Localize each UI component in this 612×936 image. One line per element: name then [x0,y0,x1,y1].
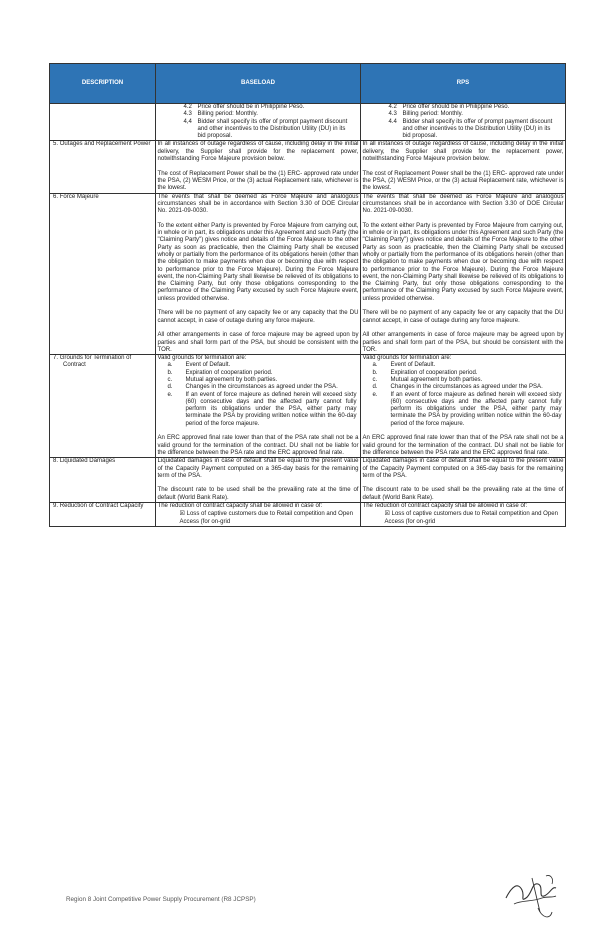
list-item: 4.3 Billing period: Monthly. [388,111,463,118]
desc-cell-empty [50,104,156,141]
page-footer: Region 8 Joint Competitive Power Supply Procurement (R8 JCPSP) [66,896,256,903]
rps-cell-outages: In all instances of outage regardless of cause, including delay in the initial delivery, the Supplier shall provide for the replacement power, notwithstanding Force Majeure provision below. The cost of Replacement Power shall be the (1) ERC- approved rate under the PSA, (2) WESM Price, or the (3) actual Replacement rate, whichever is the lowest. [362,141,564,192]
rps-cell-price [361,104,566,141]
rps-cell-termination: Valid grounds for termination are: a. Event of Default. b. Expiration of cooperation period. c. Mutual agreement by both parties. d. Changes in the circumstances as agreed under the PSA. e. If an event of force majeure as defined herein will exceed sixty (60) consecutive days and the affected party cannot fully perform its obligations under the PSA, either party may terminate the PSA by providing written notice within the 60-day period of the force majeure. An ERC approved final rate lower than that of the PSA rate shall not be a valid ground for the termination of the contract. DU shall not be liable for the difference between the PSA rate and the ERC approved final rate. [362,355,564,456]
list-item: 4.2 Price offer should be in Philippine Peso. [183,104,305,110]
list-item: e. If an event of force majeure as defined herein will exceed sixty (60) consecutive days and the affected party cannot fully perform its obligations under the PSA, either party may terminate the PSA by providing written notice within the 60-day period of the force majeure. [372,391,562,427]
list-item: 4.4 Bidder shall specify its offer of prompt payment discount and other incentives to the Distribution Utility (DU) in its bid proposal. [388,118,553,140]
list-item: d. Changes in the circumstances as agreed under the PSA. [372,384,543,391]
baseload-cell-force-majeure: The events that shall be deemed as Force Majeure and analogous circumstances shall be in accordance with Section 3.30 of DOE Circular No. 2021-09-0030. To the extent either Party is prevented by Force Majeure from carrying out, in whole or in part, its obligations under this Agreement and such Party (the "Claiming Party") gives notice and details of the Force Majeure to the other Party as soon as practicable, then the Claiming Party shall be excused wholly or partially from the performance of its obligations herein (other than the obligation to make payments when due or becoming due with respect to performance prior to the Force Majeure). During the Force Majeure event, the non-Claiming Party shall likewise be relieved of its obligations to the Claiming Party, but only those obligations corresponding to the performance of the Claiming Party excused by such Force Majeure event, unless provided otherwise. There will be no payment of any capacity fee or any capacity that the DU cannot accept, in case of outage during any force majeure. All other arrangements in case of force majeure may be agreed upon by parties and shall form part of the PSA, but should be consistent with the TOR. [157,193,359,353]
table-row-force-majeure [50,193,566,355]
desc-force-majeure: 6. Force Majeure [50,193,156,355]
table-row-termination [50,355,566,458]
rps-cell-reduction: The reduction of contract capacity shall be allowed in case of: ☒ Loss of captive customers due to Retail competition and Open Access (for on-grid [361,503,566,527]
desc-reduction: 9. Reduction of Contract Capacity [50,503,156,527]
list-item: b. Expiration of cooperation period. [167,369,273,376]
baseload-cell-termination: Valid grounds for termination are: a. Event of Default. b. Expiration of cooperation period. c. Mutual agreement by both parties. d. Changes in the circumstances as agreed under the PSA. e. If an event of force majeure as defined herein will exceed sixty (60) consecutive days and the affected party cannot fully perform its obligations under the PSA, either party may terminate the PSA by providing written notice within the 60-day period of the force majeure. An ERC approved final rate lower than that of the PSA rate shall not be a valid ground for the termination of the contract. DU shall not be liable for the difference between the PSA rate and the ERC approved final rate. [157,355,359,456]
baseload-cell-reduction: The reduction of contract capacity shall be allowed in case of: ☒ Loss of captive customers due to Retail competition and Open Access (for on-grid [156,503,361,527]
header-description: DESCRIPTION [50,64,156,104]
signature-icon [502,868,560,924]
list-item: 4.2 Price offer should be in Philippine Peso. [388,104,510,110]
list-item: b. Expiration of cooperation period. [372,369,478,376]
table-row-reduction [50,503,566,527]
list-item: d. Changes in the circumstances as agreed under the PSA. [167,384,338,391]
list-item: 4,4 Bidder shall specify its offer of prompt payment discount and other incentives to the Distribution Utility (DU) in its bid proposal. [183,118,348,140]
table-row-liquidated-damages [50,458,566,503]
checked-box-icon: ☒ [384,510,390,518]
list-item: c. Mutual agreement by both parties. [372,376,483,383]
baseload-cell-outages: In all instances of outage regardless of cause, including delay in the initial delivery, the Supplier shall provide for the replacement power, notwithstanding Force Majeure provision below. The cost of Replacement Power shall be the (1) ERC- approved rate under the PSA, (2) WESM Price, or the (3) actual Replacement rate, whichever is the lowest. [157,141,359,192]
tor-table [49,63,566,527]
header-baseload: BASELOAD [156,64,361,104]
checked-box-icon: ☒ [179,510,185,518]
table-row-price-continuation [50,104,566,141]
list-item: 4.3 Billing period: Monthly. [183,111,258,118]
desc-outages: 5. Outages and Replacement Power [50,141,156,193]
rps-cell-force-majeure: The events that shall be deemed as Force Majeure and analogous circumstances shall be in accordance with Section 3.30 of DOE Circular No. 2021-09-0030. To the extent either Party is prevented by Force Majeure from carrying out, in whole or in part, its obligations under this Agreement and such Party (the "Claiming Party") gives notice and details of the Force Majeure to the other Party as soon as practicable, then the Claiming Party shall be excused wholly or partially from the performance of its obligations herein (other than the obligation to make payments when due or becoming due with respect to performance prior to the Force Majeure). During the Force Majeure event, the non-Claiming Party shall likewise be relieved of its obligations to the Claiming Party, but only those obligations corresponding to the performance of the Claiming Party excused by such Force Majeure event, unless provided otherwise. There will be no payment of any capacity fee or any capacity that the DU cannot accept, in case of outage during any force majeure. All other arrangements in case of force majeure may be agreed upon by parties and shall form part of the PSA, but should be consistent with the TOR. [362,193,564,353]
rps-cell-liquidated: Liquidated damages in case of default shall be equal to the present value of the Capacity Payment computed on a 365-day basis for the remaining term of the PSA. The discount rate to be used shall be the prevailing rate at the time of default (World Bank Rate). [362,458,564,501]
list-item: a. Event of Default. [372,362,436,369]
desc-termination: 7. Grounds for Termination of Contract [50,355,156,458]
list-item: c. Mutual agreement by both parties. [167,376,278,383]
table-header-row [50,64,566,104]
baseload-cell-liquidated: Liquidated damages in case of default shall be equal to the present value of the Capacity Payment computed on a 365-day basis for the remaining term of the PSA. The discount rate to be used shall be the prevailing rate at the time of default (World Bank Rate). [157,458,359,501]
list-item: a. Event of Default. [167,362,231,369]
desc-liquidated-damages: 8. Liquidated Damages [50,458,156,503]
header-rps: RPS [361,64,566,104]
table-row-outages [50,141,566,193]
baseload-cell-price [156,104,361,141]
list-item: e. If an event of force majeure as defined herein will exceed sixty (60) consecutive days and the affected party cannot fully perform its obligations under the PSA, either party may terminate the PSA by providing written notice within the 60-day period of the force majeure. [167,391,357,427]
